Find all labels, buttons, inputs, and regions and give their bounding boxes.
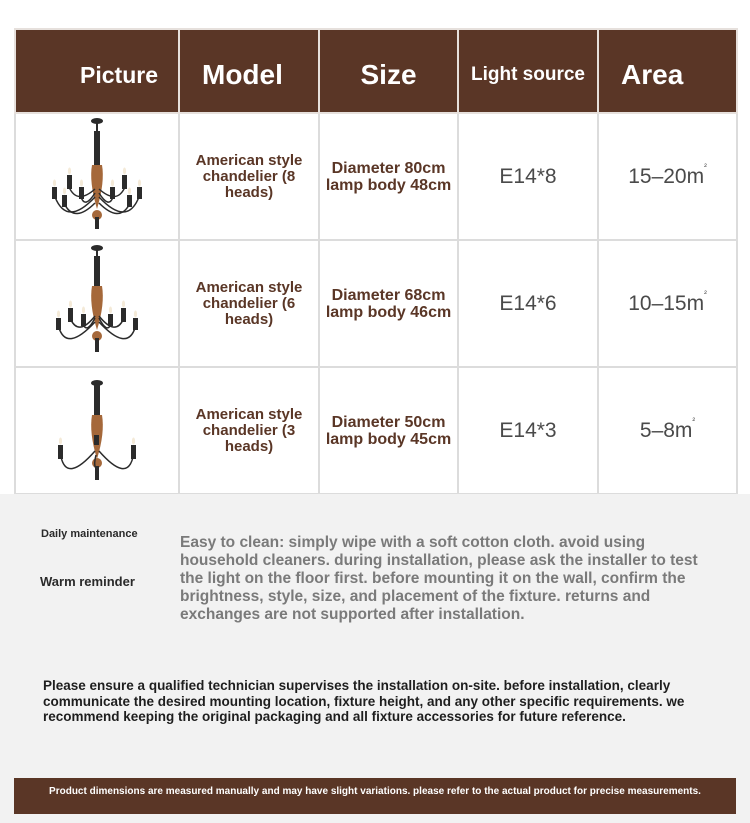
header-model: Model [179, 29, 319, 113]
picture-cell [15, 367, 179, 494]
header-size: Size [319, 29, 458, 113]
table-row [15, 367, 737, 494]
size-cell: Diameter 50cm lamp body 45cm [319, 367, 458, 494]
warm-reminder-label: Warm reminder [40, 574, 135, 589]
spec-table [14, 28, 738, 495]
picture-cell [15, 113, 179, 240]
chandelier-6-heads-icon [37, 244, 157, 364]
model-cell: American style chandelier (3 heads) [179, 367, 319, 494]
picture-cell [15, 240, 179, 367]
area-value: 5–8m [639, 418, 693, 442]
header-light-source: Light source [458, 29, 598, 113]
size-cell: Diameter 68cm lamp body 46cm [319, 240, 458, 367]
notes-section [0, 494, 750, 823]
model-cell: American style chandelier (6 heads) [179, 240, 319, 367]
table-row [15, 113, 737, 240]
model-cell: American style chandelier (8 heads) [179, 113, 319, 240]
chandelier-3-heads-icon [37, 371, 157, 491]
area-cell [598, 367, 737, 494]
chandelier-8-heads-icon [37, 117, 157, 237]
area-value: 10–15m [628, 291, 705, 315]
maintenance-text: Easy to clean: simply wipe with a soft cotton cloth. avoid using household cleaners. during installation, please ask the installer to test the light on the floor first. before mounting it on the wall, confirm the brightness, style, size, and placement of the fixture. returns and exchanges are not supported after installation. [180, 534, 698, 623]
area-value: 15–20m [628, 164, 705, 188]
area-unit-sup: ² [704, 288, 707, 298]
light-source-cell: E14*3 [458, 367, 598, 494]
table-header-row [15, 29, 737, 113]
size-cell: Diameter 80cm lamp body 48cm [319, 113, 458, 240]
header-area: Area [598, 29, 737, 113]
installation-text: Please ensure a qualified technician supervises the installation on-site. before installation, clearly communicate the desired mounting location, fixture height, and any other specific requirements. we recommend keeping the original packaging and all fixture accessories for future reference. [43, 678, 685, 724]
light-source-cell: E14*6 [458, 240, 598, 367]
area-unit-sup: ² [692, 415, 696, 425]
footer-disclaimer: Product dimensions are measured manually and may have slight variations. please refer to the actual product for precise measurements. [14, 778, 736, 814]
area-cell [598, 113, 737, 240]
area-cell [598, 240, 737, 367]
light-source-cell: E14*8 [458, 113, 598, 240]
area-unit-sup: ² [704, 161, 707, 171]
daily-maintenance-label: Daily maintenance [41, 528, 138, 540]
header-picture: Picture [15, 29, 179, 113]
table-row [15, 240, 737, 367]
